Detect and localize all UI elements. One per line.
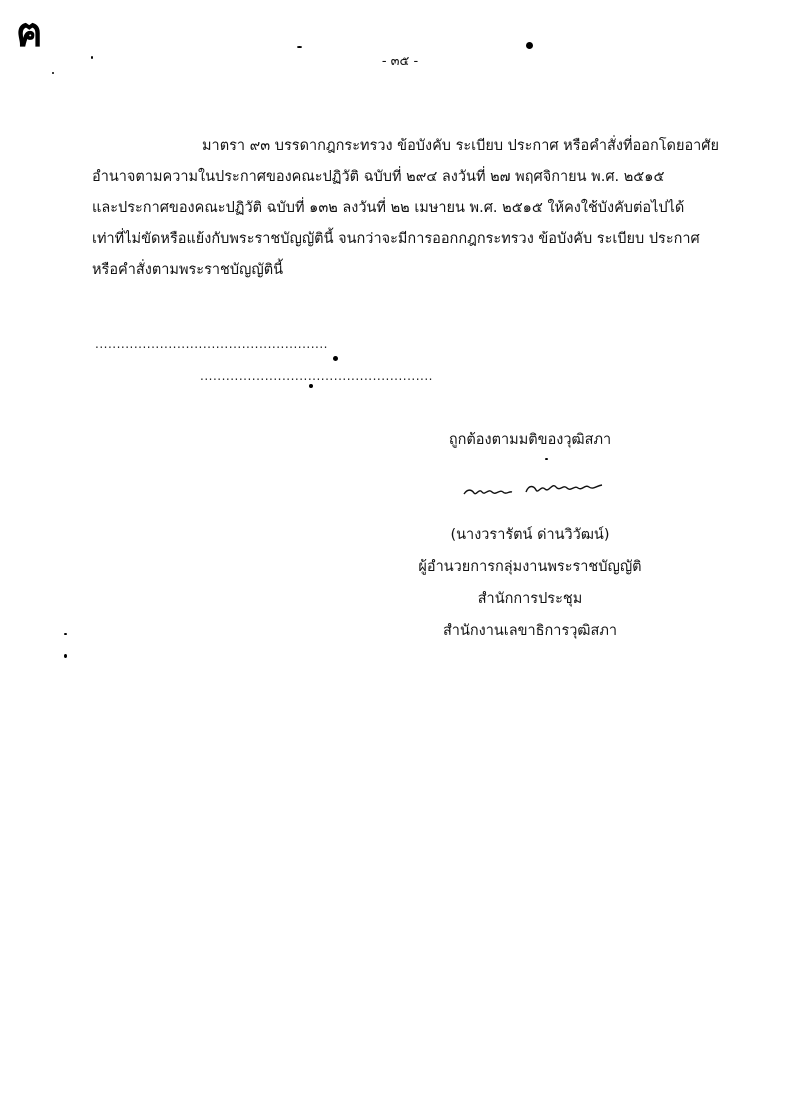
paragraph-line: เท่าที่ไม่ขัดหรือแย้งกับพระราชบัญญัตินี้ จนกว่าจะมีการออกกฎกระทรวง ข้อบังคับ ระเบียบ ประกาศ [92, 231, 700, 247]
dotted-separator-2: ...................................................... [200, 369, 433, 383]
paragraph-line: มาตรา ๙๓ บรรดากฎกระทรวง ข้อบังคับ ระเบียบ ประกาศ หรือคำสั่งที่ออกโดยอาศัย [202, 138, 719, 154]
signatory-bureau: สำนักการประชุม [477, 591, 583, 607]
page-number: - ๓๕ - [381, 54, 419, 69]
paragraph-line: หรือคำสั่งตามพระราชบัญญัตินี้ [92, 262, 284, 278]
signatory-office: สำนักงานเลขาธิการวุฒิสภา [442, 623, 618, 639]
scan-speck [526, 42, 533, 49]
paragraph-line: และประกาศของคณะปฏิวัติ ฉบับที่ ๑๓๒ ลงวันที่ ๒๒ เมษายน พ.ศ. ๒๕๑๕ ให้คงใช้บังคับต่อไปได้ [92, 200, 685, 216]
scan-speck [309, 384, 313, 388]
scan-speck [64, 633, 67, 635]
handwritten-corner-mark: ฅ [16, 9, 43, 56]
scan-speck [91, 56, 93, 59]
scan-speck [64, 654, 67, 658]
dotted-separator-1: ...................................................... [95, 337, 328, 351]
signatory-name: (นางวรารัตน์ ด่านวิวัฒน์) [450, 527, 610, 543]
section-93-paragraph [92, 131, 719, 286]
scan-speck [545, 458, 548, 460]
paragraph-line: อำนาจตามความในประกาศของคณะปฏิวัติ ฉบับที่ ๒๙๔ ลงวันที่ ๒๗ พฤศจิกายน พ.ศ. ๒๕๑๕ [92, 169, 665, 185]
certification-statement: ถูกต้องตามมติของวุฒิสภา [448, 432, 612, 448]
handwritten-signature [462, 476, 612, 502]
scan-speck [52, 72, 54, 74]
signatory-position: ผู้อำนวยการกลุ่มงานพระราชบัญญัติ [418, 559, 642, 575]
scan-speck [333, 356, 338, 361]
scan-speck [297, 46, 302, 48]
